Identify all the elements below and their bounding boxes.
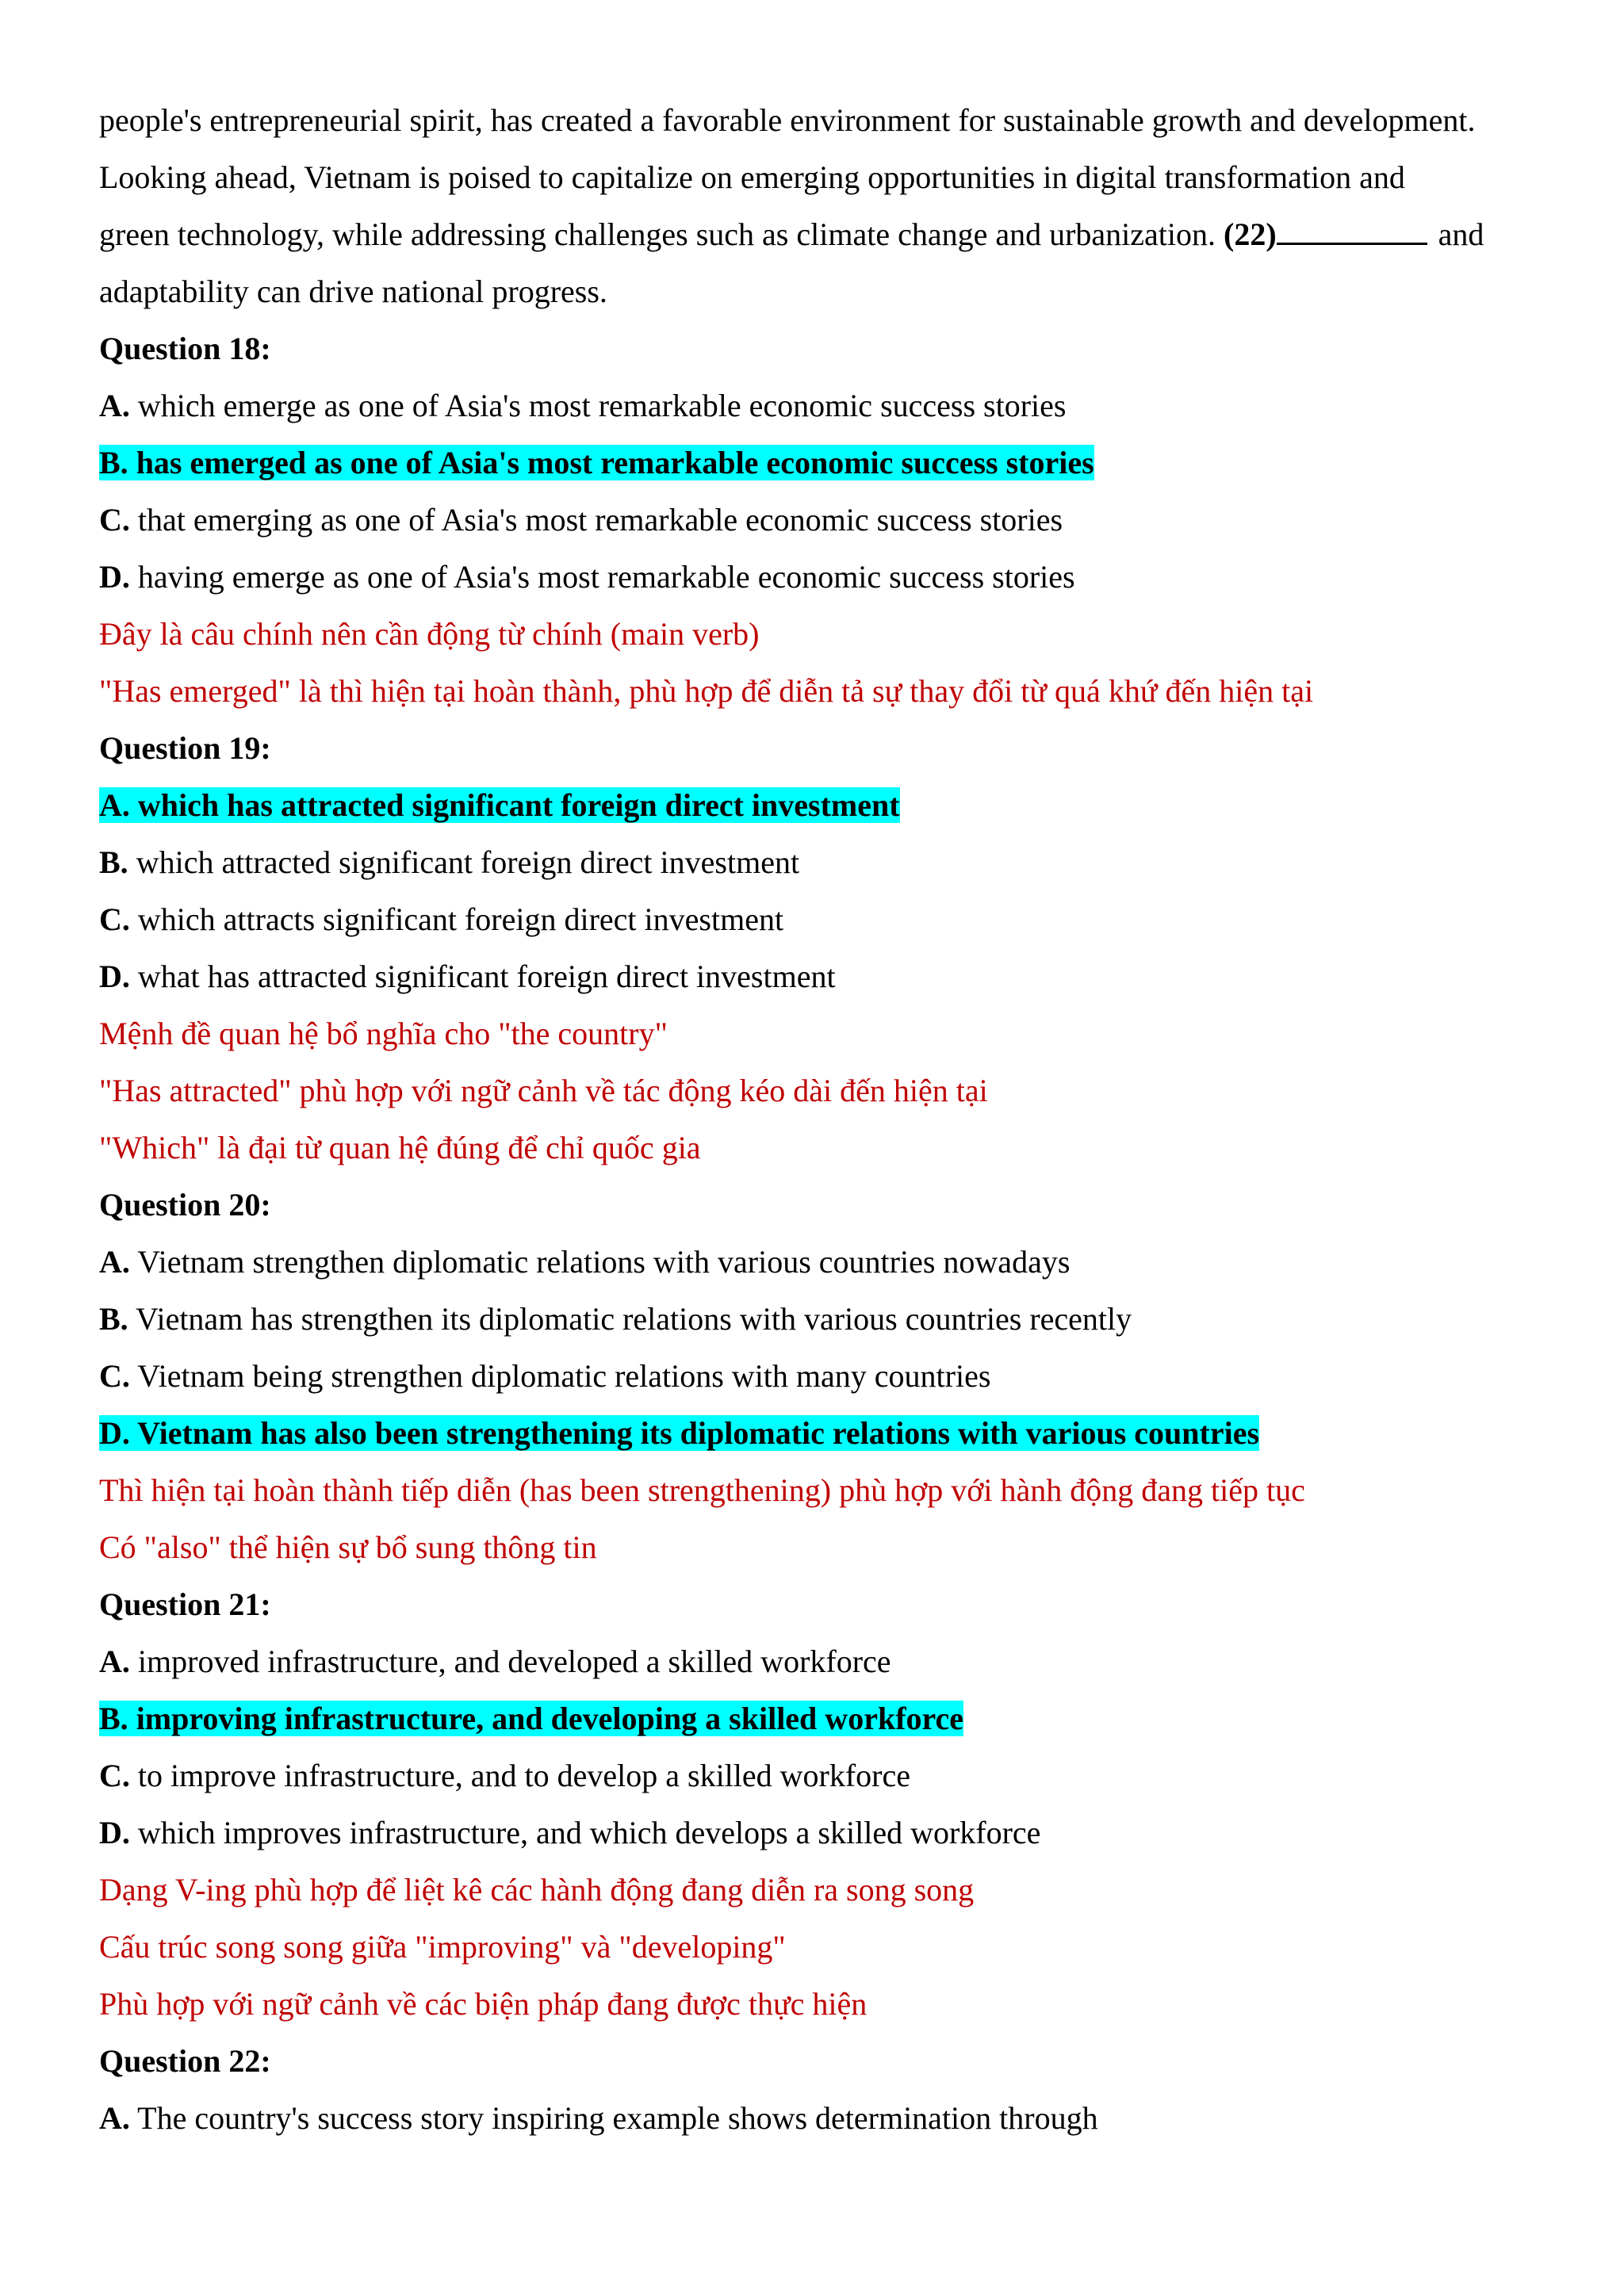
option-content (99, 1758, 910, 1793)
answer-option[interactable] (99, 1234, 1550, 1291)
answer-option[interactable] (99, 1633, 1550, 1690)
option-letter: C. (99, 1358, 130, 1394)
answer-option[interactable] (99, 549, 1550, 606)
option-content (99, 1644, 891, 1679)
answer-option[interactable] (99, 2090, 1550, 2147)
option-content (99, 502, 1063, 538)
passage-line-1: people's entrepreneurial spirit, has created a favorable environment for sustainable growth and development. (99, 102, 1476, 138)
question-title: Question 19: (99, 730, 271, 766)
option-text: to improve infrastructure, and to develop a skilled workforce (137, 1758, 911, 1793)
option-text: Vietnam strengthen diplomatic relations with various countries nowadays (137, 1244, 1071, 1280)
option-content (99, 2100, 1098, 2136)
option-letter: D. (99, 1815, 130, 1850)
explanation-note: Phù hợp với ngữ cảnh về các biện pháp đang được thực hiện (99, 1986, 868, 2022)
answer-option[interactable] (99, 1291, 1550, 1348)
question-title: Question 22: (99, 2043, 271, 2079)
answer-option[interactable] (99, 1804, 1550, 1862)
option-content (99, 1301, 1132, 1337)
explanation-note: Cấu trúc song song giữa "improving" và "developing" (99, 1929, 786, 1965)
answer-option[interactable] (99, 492, 1550, 549)
option-text: has emerged as one of Asia's most remarkable economic success stories (136, 445, 1094, 480)
answer-option[interactable] (99, 1747, 1550, 1804)
option-letter: A. (99, 388, 130, 423)
questions-list (99, 320, 1550, 2147)
explanation-note: "Has attracted" phù hợp với ngữ cảnh về tác động kéo dài đến hiện tại (99, 1073, 988, 1108)
option-text: improved infrastructure, and developed a skilled workforce (137, 1644, 891, 1679)
passage-paragraph (99, 92, 1550, 320)
option-letter: C. (99, 502, 130, 538)
option-text: what has attracted significant foreign direct investment (137, 959, 836, 994)
option-content (99, 959, 836, 994)
option-letter: A. (99, 2100, 130, 2136)
passage-line-3-tail: and (1438, 216, 1484, 252)
option-letter: D. (99, 1415, 130, 1451)
answer-option[interactable] (99, 834, 1550, 891)
correct-answer-option[interactable] (99, 434, 1550, 492)
option-text: Vietnam being strengthen diplomatic relations with many countries (137, 1358, 991, 1394)
option-content (99, 844, 799, 880)
answer-option[interactable] (99, 891, 1550, 948)
option-letter: A. (99, 1644, 130, 1679)
passage-line-4: adaptability can drive national progress. (99, 274, 607, 309)
option-content (99, 1358, 990, 1394)
option-text: having emerge as one of Asia's most remarkable economic success stories (137, 559, 1075, 595)
answer-option[interactable] (99, 1348, 1550, 1405)
option-letter: C. (99, 1758, 130, 1793)
explanation-note: Dạng V-ing phù hợp để liệt kê các hành động đang diễn ra song song (99, 1872, 975, 1908)
explanation-note: "Which" là đại từ quan hệ đúng để chỉ quốc gia (99, 1130, 701, 1165)
option-letter: B. (99, 1301, 128, 1337)
option-text: improving infrastructure, and developing a skilled workforce (136, 1701, 964, 1736)
explanation-note: Đây là câu chính nên cần động từ chính (main verb) (99, 616, 760, 652)
explanation-note: Thì hiện tại hoàn thành tiếp diễn (has been strengthening) phù hợp với hành động đang tiếp tục (99, 1472, 1305, 1508)
question-title: Question 21: (99, 1586, 271, 1622)
option-text: which emerge as one of Asia's most remarkable economic success stories (137, 388, 1067, 423)
option-text: The country's success story inspiring example shows determination through (137, 2100, 1098, 2136)
option-letter: B. (99, 1701, 128, 1736)
passage-excerpt (99, 92, 1550, 320)
option-text: Vietnam has strengthen its diplomatic relations with various countries recently (135, 1301, 1132, 1337)
option-text: which has attracted significant foreign direct investment (137, 787, 900, 823)
option-letter: B. (99, 445, 128, 480)
document-page (99, 92, 1550, 2147)
option-letter: D. (99, 959, 130, 994)
blank-22-line[interactable] (1277, 216, 1427, 245)
correct-answer-option[interactable] (99, 777, 1550, 834)
option-text: which attracts significant foreign direct investment (137, 901, 784, 937)
answer-option[interactable] (99, 948, 1550, 1005)
option-letter: C. (99, 901, 130, 937)
option-content (99, 559, 1075, 595)
option-content (99, 388, 1066, 423)
option-text: Vietnam has also been strengthening its diplomatic relations with various countries (137, 1415, 1260, 1451)
option-letter: D. (99, 559, 130, 595)
question-title: Question 18: (99, 331, 271, 366)
correct-answer-option[interactable] (99, 1405, 1550, 1462)
explanation-note: Có "also" thể hiện sự bổ sung thông tin (99, 1529, 597, 1565)
explanation-note: "Has emerged" là thì hiện tại hoàn thành, phù hợp để diễn tả sự thay đổi từ quá khứ đến hiện tại (99, 673, 1314, 709)
option-content (99, 901, 783, 937)
correct-answer-option[interactable] (99, 1690, 1550, 1747)
option-content (99, 1244, 1070, 1280)
option-text: which improves infrastructure, and which develops a skilled workforce (137, 1815, 1041, 1850)
passage-line-2: Looking ahead, Vietnam is poised to capitalize on emerging opportunities in digital transformation and (99, 159, 1405, 195)
option-content (99, 787, 900, 823)
option-content (99, 1701, 963, 1736)
option-letter: A. (99, 1244, 130, 1280)
explanation-note: Mệnh đề quan hệ bổ nghĩa cho "the country" (99, 1016, 668, 1051)
option-content (99, 1415, 1259, 1451)
passage-line-3: green technology, while addressing challenges such as climate change and urbanization. (99, 216, 1216, 252)
option-content (99, 445, 1094, 480)
option-content (99, 1815, 1040, 1850)
option-text: which attracted significant foreign direct investment (136, 844, 800, 880)
question-title: Question 20: (99, 1187, 271, 1223)
blank-22-label: (22) (1224, 216, 1277, 252)
option-text: that emerging as one of Asia's most remarkable economic success stories (137, 502, 1063, 538)
option-letter: B. (99, 844, 128, 880)
option-letter: A. (99, 787, 130, 823)
answer-option[interactable] (99, 377, 1550, 434)
